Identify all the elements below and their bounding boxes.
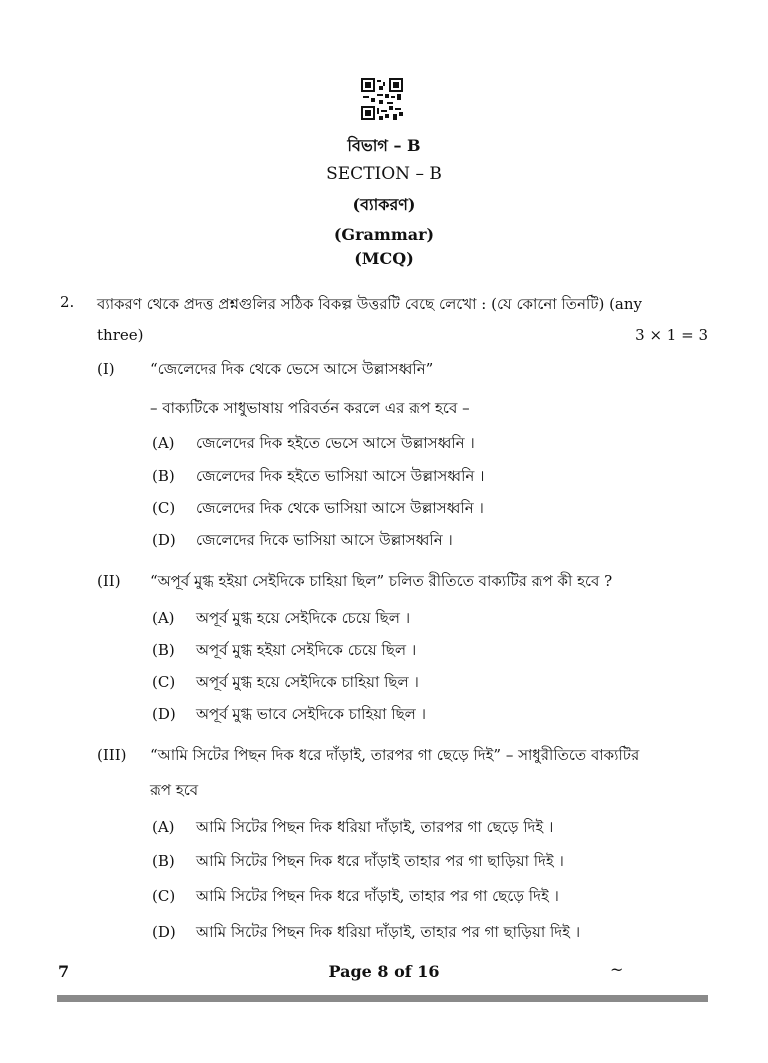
option-text: অপূর্ব মুগ্ধ হইয়া সেইদিকে চেয়ে ছিল ।: [196, 641, 417, 659]
question-instruction-continued: three): [97, 326, 144, 344]
option-label: (D): [152, 705, 176, 723]
subject-title-bengali: (ব্যাকরণ): [352, 195, 416, 214]
part-label: (I): [97, 360, 115, 378]
footer-code: 7: [58, 962, 70, 981]
footer-mark: ~: [610, 960, 624, 979]
option-text: আমি সিটের পিছন দিক ধরিয়া দাঁড়াই, তাহার পর গা ছাড়িয়া দিই ।: [196, 923, 581, 941]
option-label: (A): [152, 609, 175, 627]
option-label: (C): [152, 673, 176, 691]
option-label: (B): [152, 467, 175, 485]
option-label: (A): [152, 818, 175, 836]
option-label: (B): [152, 641, 175, 659]
question-number: 2.: [60, 293, 75, 311]
option-label: (C): [152, 499, 176, 517]
marks-allocation: 3 × 1 = 3: [635, 326, 708, 344]
part-stem-continued: – বাক্যটিকে সাধুভাষায় পরিবর্তন করলে এর রূপ হবে –: [150, 399, 470, 417]
part-stem: “জেলেদের দিক থেকে ভেসে আসে উল্লাসধ্বনি”: [150, 360, 434, 378]
option-text: অপূর্ব মুগ্ধ হয়ে সেইদিকে চেয়ে ছিল ।: [196, 609, 411, 627]
option-text: জেলেদের দিক হইতে ভাসিয়া আসে উল্লাসধ্বনি ।: [196, 467, 485, 485]
option-label: (D): [152, 531, 176, 549]
part-stem: “আমি সিটের পিছন দিক ধরে দাঁড়াই, তারপর গা ছেড়ে দিই” – সাধুরীতিতে বাক্যটির: [150, 746, 640, 764]
subject-title: (Grammar): [333, 225, 435, 244]
option-label: (B): [152, 852, 175, 870]
section-title: SECTION – B: [326, 164, 442, 184]
page-number: Page 8 of 16: [328, 962, 440, 981]
section-title-bengali: বিভাগ – B: [347, 136, 421, 155]
option-label: (C): [152, 887, 176, 905]
option-text: অপূর্ব মুগ্ধ হয়ে সেইদিকে চাহিয়া ছিল ।: [196, 673, 419, 691]
option-label: (D): [152, 923, 176, 941]
part-label: (III): [97, 746, 127, 764]
option-text: আমি সিটের পিছন দিক ধরে দাঁড়াই, তাহার পর গা ছেড়ে দিই ।: [196, 887, 559, 905]
option-text: জেলেদের দিক থেকে ভাসিয়া আসে উল্লাসধ্বনি ।: [196, 499, 484, 517]
part-stem-continued: রূপ হবে: [150, 781, 199, 799]
question-instruction: ব্যাকরণ থেকে প্রদত্ত প্রশ্নগুলির সঠিক বিকল্প উত্তরটি বেছে লেখো : (যে কোনো তিনটি) (any: [97, 295, 642, 313]
part-stem: “অপূর্ব মুগ্ধ হইয়া সেইদিকে চাহিয়া ছিল” চলিত রীতিতে বাক্যটির রূপ কী হবে ?: [150, 572, 613, 590]
qr-code-icon: [361, 78, 403, 120]
footer-divider: [57, 995, 708, 1002]
option-text: অপূর্ব মুগ্ধ ভাবে সেইদিকে চাহিয়া ছিল ।: [196, 705, 426, 723]
option-text: জেলেদের দিক হইতে ভেসে আসে উল্লাসধ্বনি ।: [196, 434, 475, 452]
option-text: আমি সিটের পিছন দিক ধরে দাঁড়াই তাহার পর গা ছাড়িয়া দিই ।: [196, 852, 564, 870]
option-label: (A): [152, 434, 175, 452]
part-label: (II): [97, 572, 121, 590]
option-text: আমি সিটের পিছন দিক ধরিয়া দাঁড়াই, তারপর গা ছেড়ে দিই ।: [196, 818, 554, 836]
option-text: জেলেদের দিকে ভাসিয়া আসে উল্লাসধ্বনি ।: [196, 531, 453, 549]
question-type: (MCQ): [354, 249, 414, 268]
